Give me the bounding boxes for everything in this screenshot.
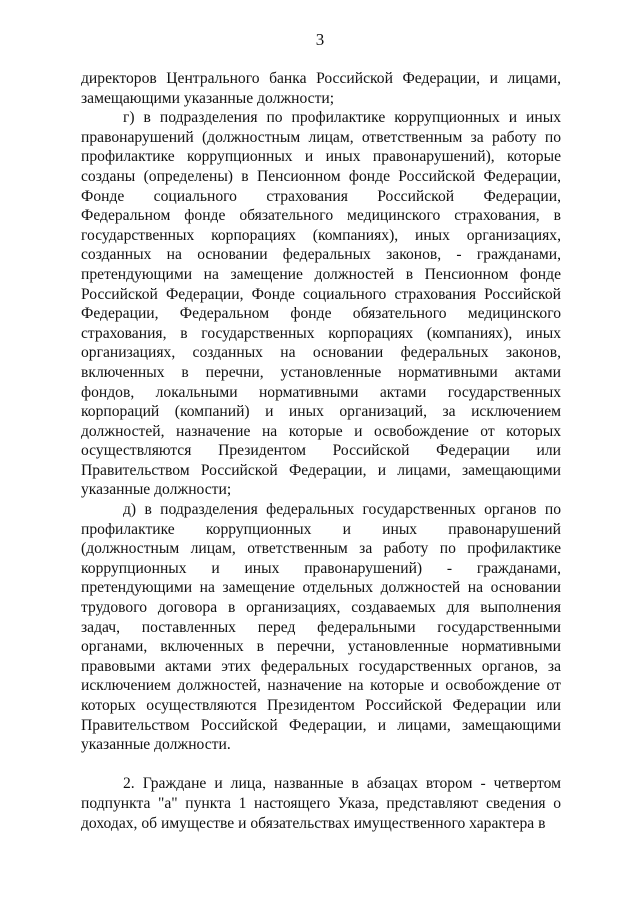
- text-line: профилактике коррупционных и иных правонарушений: [81, 520, 561, 538]
- paragraph: [81, 108, 561, 500]
- text-line: Фонде социального страхования Российской Федерации,: [81, 187, 561, 205]
- text-line: (должностным лицам, ответственным за работу по профилактике: [81, 540, 561, 558]
- text-line: Российской Федерации, Фонде социального страхования Российской: [81, 285, 561, 303]
- text-line: коррупционных и иных правонарушений) - гражданами,: [81, 559, 561, 577]
- text-line: Правительством Российской Федерации, и лицами, замещающими: [81, 461, 561, 479]
- text-line: Федерации, Федеральном фонде обязательного медицинского: [81, 305, 561, 323]
- text-line: государственных корпорациях (компаниях), иных организациях,: [81, 226, 561, 244]
- text-line: замещающими указанные должности;: [81, 89, 335, 107]
- text-line: включенных в перечни, установленные нормативными актами: [81, 363, 561, 381]
- text-line: директоров Центрального банка Российской Федерации, и лицами,: [81, 70, 561, 87]
- text-line: г) в подразделения по профилактике коррупционных и иных: [123, 109, 561, 127]
- text-line: фондов, локальными нормативными актами государственных: [81, 383, 561, 401]
- text-line: которых осуществляются Президентом Российской Федерации или: [81, 697, 561, 714]
- text-line: доходах, об имуществе и обязательствах имущественного характера в: [81, 814, 546, 832]
- text-line: претендующими на замещение отдельных должностей на основании: [81, 579, 561, 597]
- text-line: корпораций (компаний) и иных организаций, за исключением: [81, 403, 561, 421]
- text-line: организациях, созданных на основании федеральных законов,: [81, 344, 561, 362]
- text-line: исключением должностей, назначение на которые и освобождение от: [81, 677, 561, 695]
- text-line: задач, поставленных перед федеральными государственными: [81, 618, 561, 636]
- paragraph: [81, 69, 561, 108]
- paragraph-gap: [81, 755, 561, 775]
- text-line: указанные должности;: [81, 481, 232, 499]
- text-line: указанные должности.: [81, 736, 231, 754]
- text-line: правовыми актами этих федеральных государственных органов, за: [81, 657, 561, 675]
- text-line: страхования, в государственных корпорациях (компаниях), иных: [81, 324, 561, 342]
- text-line: созданных на основании федеральных законов, - гражданами,: [81, 246, 561, 264]
- text-line: правонарушений (должностным лицам, ответственным за работу по: [81, 128, 561, 146]
- text-line: претендующими на замещение должностей в Пенсионном фонде: [81, 265, 561, 283]
- text-line: созданы (определены) в Пенсионном фонде Российской Федерации,: [81, 167, 561, 185]
- text-line: осуществляются Президентом Российской Федерации или: [81, 442, 561, 460]
- text-line: 2. Граждане и лица, названные в абзацах втором - четвертом: [123, 775, 561, 793]
- text-line: д) в подразделения федеральных государственных органов по: [123, 501, 561, 519]
- text-line: органами, включенных в перечни, установленные нормативными: [81, 638, 561, 656]
- text-line: трудового договора в организациях, создаваемых для выполнения: [81, 599, 561, 617]
- page-number: 3: [315, 30, 325, 49]
- text-line: Федеральном фонде обязательного медицинского страхования, в: [81, 207, 561, 225]
- text-line: подпункта "а" пункта 1 настоящего Указа, представляют сведения о: [81, 794, 561, 812]
- paragraph: [81, 774, 561, 833]
- text-line: профилактике коррупционных и иных правонарушений), которые: [81, 148, 561, 166]
- paragraph: [81, 500, 561, 755]
- text-line: Правительством Российской Федерации, и лицами, замещающими: [81, 716, 561, 734]
- text-line: должностей, назначение на которые и освобождение от которых: [81, 422, 561, 440]
- document-body: [81, 69, 561, 833]
